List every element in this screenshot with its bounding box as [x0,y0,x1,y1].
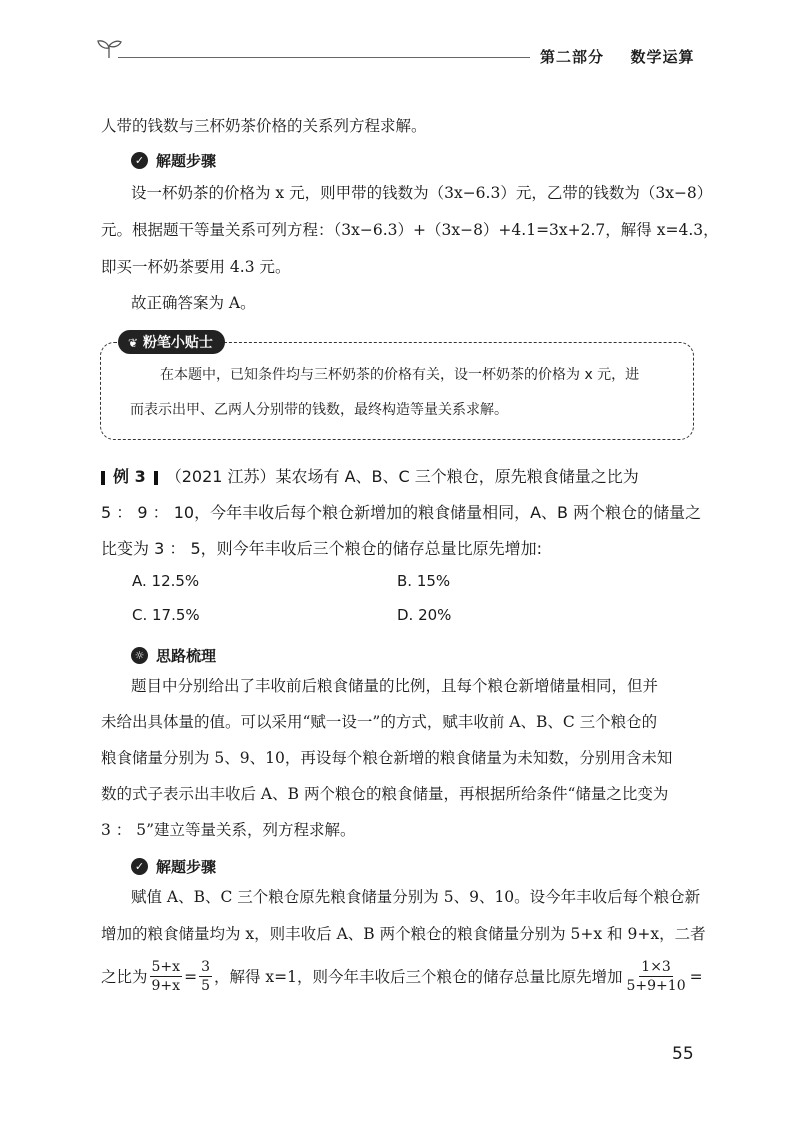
fraction-numerator: 1×3 [641,959,671,975]
example-tag-bar-left [101,471,105,485]
fraction-ratio [150,958,183,995]
option-b: B. 15% [397,572,451,590]
paragraph-line: 即买一杯奶茶要用 4.3 元。 [101,258,291,276]
paragraph-line: 未给出具体量的值。可以采用“赋一设一”的方式，赋丰收前 A、B、C 三个粮仓的 [101,713,658,731]
fraction-three-fifths [199,958,212,995]
header-section: 第二部分 [540,48,605,66]
tip-line: 而表示出甲、乙两人分别带的钱数，最终构造等量关系求解。 [130,402,508,418]
section-heading-label: 解题步骤 [156,152,217,170]
option-a: A. 12.5% [132,572,200,590]
tip-label-text: 粉笔小贴士 [142,335,213,351]
section-heading-thinking [131,645,216,666]
section-heading-solution-1 [131,150,216,171]
tip-line: 在本题中，已知条件均与三杯奶茶的价格有关，设一杯奶茶的价格为 x 元，进 [160,367,640,383]
option-d: D. 20% [397,606,452,624]
tip-box [100,342,694,440]
paragraph-line: 题目中分别给出了丰收前后粮食储量的比例，且每个粮仓新增储量相同，但并 [131,677,659,695]
section-heading-solution-2 [131,856,216,877]
section-heading-label: 思路梳理 [156,647,217,665]
formula-line [101,958,703,995]
paragraph-line: 3 ： 5”建立等量关系，列方程求解。 [101,821,356,839]
example-question-line: 5 ： 9 ： 10，今年丰收后每个粮仓新增加的粮食储量相同，A、B 两个粮仓的储量之 [101,503,702,522]
page-number: 55 [672,1044,694,1064]
example-line [101,464,639,487]
fraction-numerator: 3 [201,959,210,975]
solution-icon: ✓ [131,858,148,875]
header-chapter-title: 数学运算 [630,48,695,66]
paragraph-line: 数的式子表示出丰收后 A、B 两个粮仓的粮食储量，再根据所给条件“储量之比变为 [101,785,669,803]
formula-text: 之比为 [101,967,148,986]
tip-leaf-icon: ❦ [128,336,139,350]
fraction-denominator: 9+x [151,978,181,994]
paragraph-line: 增加的粮食储量均为 x，则丰收后 A、B 两个粮仓的粮食储量分别为 5+x 和 9+x，二者 [101,925,706,943]
header-title [540,46,695,67]
fraction-denominator: 5 [201,978,210,994]
sun-icon: ☼ [131,647,148,664]
equals-sign: = [184,967,198,986]
paragraph-line: 元。根据题干等量关系可列方程：（3x−6.3）+（3x−8）+4.1=3x+2.7，解得 x=4.3， [101,221,719,239]
example-tag-bar-right [154,471,158,485]
paragraph-line: 赋值 A、B、C 三个粮仓原先粮食储量分别为 5、9、10。设今年丰收后每个粮仓新 [131,888,701,906]
example-question-line: 比变为 3 ： 5，则今年丰收后三个粮仓的储存总量比原先增加: [101,539,543,558]
example-tag: 例 3 [113,467,146,486]
formula-text: = [689,967,703,986]
header-rule [118,57,530,58]
paragraph-line: 设一杯奶茶的价格为 x 元，则甲带的钱数为（3x−6.3）元，乙带的钱数为（3x−8） [131,184,713,202]
fraction-numerator: 5+x [151,959,181,975]
solution-icon: ✓ [131,152,148,169]
example-question-line: （2021 江苏）某农场有 A、B、C 三个粮仓，原先粮食储量之比为 [165,467,639,486]
option-c: C. 17.5% [132,606,200,624]
formula-text: ，解得 x=1，则今年丰收后三个粮仓的储存总量比原先增加 [213,967,623,986]
paragraph-line: 人带的钱数与三杯奶茶价格的关系列方程求解。 [101,117,427,135]
answer-line: 故正确答案为 A。 [131,294,256,312]
tip-label [118,330,225,354]
paragraph-line: 粮食储量分别为 5、9、10，再设每个粮仓新增的粮食储量为未知数，分别用含未知 [101,749,673,767]
section-heading-label: 解题步骤 [156,858,217,876]
fraction-denominator: 5+9+10 [626,978,686,994]
fraction-increase [625,958,688,995]
